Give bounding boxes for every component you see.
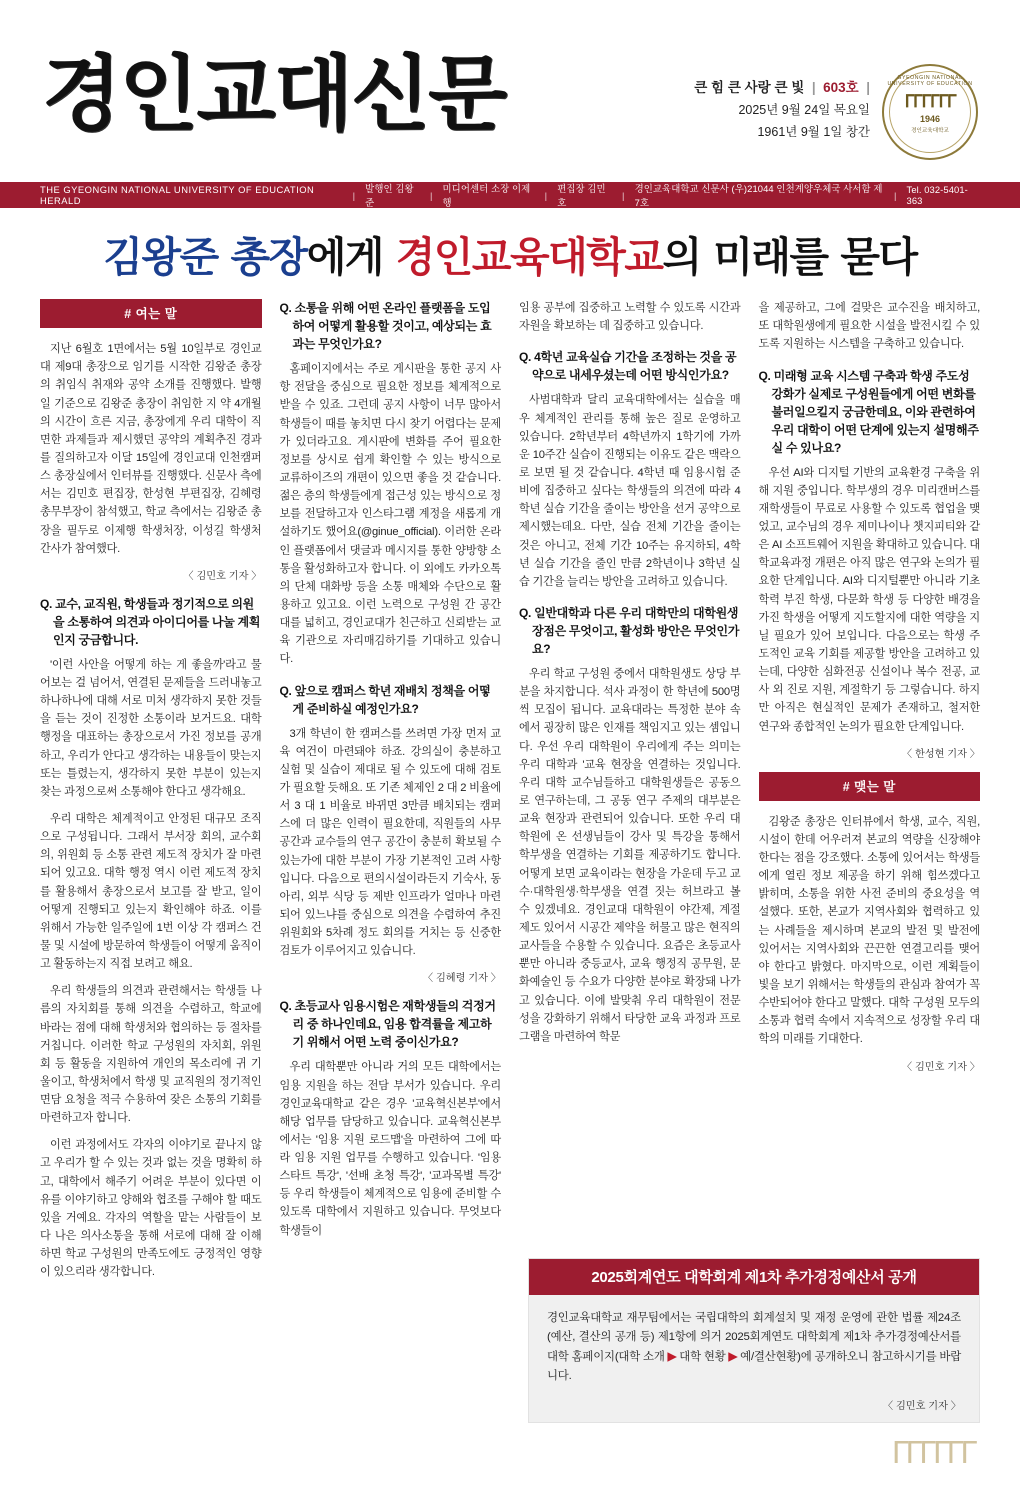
publisher: 발행인 김왕준 [365, 183, 414, 208]
paragraph: 3개 학년이 한 캠퍼스를 쓰려면 가장 먼저 교육 여건이 마련돼야 하죠. 강의실이 충분하고 실험 및 실습이 제대로 될 수 있도에 대해 검토가 필요할 듯해요. 또 기존 체제인 2 대 2 비율에서 3 대 1 비율로 바뀌면 3만큼 배치되는 캠퍼스에 더 많은 인력이 필요한데, 직원들의 사무 공간과 교수들의 연구 공간이 충분히 확보될 수 있는가에 대한 부분이 가장 기본적인 고려 사항입니다. 다음으로 편의시설이라든지 기숙사, 동아리, 외부 식당 등 제반 인프라가 얼마나 마련되어 있느냐를 중심으로 의견을 수렴하여 추진위원회와 5차례 정도 회의를 거치는 등 신중한 검토가 이루어지고 있습니다. [279, 727, 501, 958]
infobar-divider-3: | [544, 189, 548, 201]
infobar-divider-5: | [894, 189, 897, 201]
headline-part-2: 에게 [306, 233, 396, 281]
info-bar [0, 182, 1020, 208]
paragraph: 우리 학생들의 의견과 관련해서는 학생들 나름의 자치회를 통해 의견을 수렴하고, 학교에 바라는 점에 대해 학생처와 협의하는 등 절차를 거칩니다. 이러한 학교 구성원의 자치회, 위원회 등 활동을 지원하여 개인의 목소리에 귀 기울이고, 학생처에서 학생 및 교직원의 정기적인 면담 요청을 적극 수용하여 잦은 소통의 기회를 마련하고자 합니다. [40, 985, 262, 1125]
paragraph: 김왕준 총장은 인터뷰에서 학생, 교수, 직원, 시설이 한데 어우러져 본교의 역량을 신장해야 한다는 점을 강조했다. 소통에 있어서는 학생들에게 열린 정보 제공을 하기 위해 힘쓰겠다고 밝히며, 소통을 위한 사전 준비의 중요성을 역설했다. 또한, 본교가 지역사회와 협력하고 있는 사례들을 제시하며 본교의 발전 및 발전에 있어서는 지역사회와 끈끈한 연결고리를 맺어야 한다고 밝혔다. 마지막으로, 이런 계획들이 빛을 보기 위해서는 학생들의 관심과 참여가 꼭 수반되어야 한다고 말했다. 대학 구성원 모두의 소통과 협력 속에서 지속적으로 성장할 우리 대학의 미래를 기대한다. [758, 815, 980, 1046]
emblem-year: 1946 [919, 114, 941, 124]
infobar-divider-4: | [622, 189, 625, 201]
emblem-watermark-icon: ᒥᒥᒥᒥᒥᒥ [891, 1436, 974, 1471]
column-1 [40, 299, 262, 1290]
notice-title: 2025회계연도 대학회계 제1차 추가경정예산서 공개 [529, 1259, 979, 1295]
newspaper-title: 경인교대신문 [42, 47, 506, 142]
herald-english-name: THE GYEONGIN NATIONAL UNIVERSITY OF EDUCATION HERALD [40, 184, 315, 206]
question: Q. 앞으로 캠퍼스 학년 재배치 정책을 어떻게 준비하실 예정인가요? [279, 683, 491, 716]
byline: 〈 김민호 기자 〉 [183, 570, 262, 582]
telephone: Tel. 032-5401-363 [906, 184, 968, 206]
masthead-divider-2: | [862, 80, 870, 95]
page-title [0, 208, 1020, 299]
masthead-divider-1: | [808, 80, 820, 95]
section-tag-closing: # 맺는 말 [759, 772, 981, 801]
section-tag-intro: # 여는 말 [40, 299, 262, 328]
headline-part-1: 김왕준 총장 [103, 233, 307, 281]
emblem-arc-text: GYEONGIN NATIONAL UNIVERSITY OF EDUCATION [887, 75, 973, 87]
infobar-divider-2: | [429, 189, 433, 201]
article-columns [0, 299, 1020, 1290]
budget-notice-box [528, 1258, 980, 1423]
notice-text-pre: 경인교육대학교 재무팀에서는 국립대학의 회계설치 및 재정 운영에 관한 법률 제24조(예산, 결산의 공개 등) 제1항에 의거 2025회계연도 대학회계 제1차 추가경정예산서를 대학 홈페이지(대학 소개 [547, 1312, 961, 1363]
paragraph: 우리 대학뿐만 아니라 거의 모든 대학에서는 임용 지원을 하는 전담 부서가 있습니다. 우리 경인교육대학교 같은 경우 '교육혁신본부'에서 해당 업무를 담당하고 있습니다. 교육혁신본부에서는 '임용 지원 로드맵'을 마련하여 그에 따라 임용 지원 업무를 수행하고 있습니다. '임용 스타트 특강', '선배 초청 특강', '교과목별 특강' 등 우리 학생들이 체계적으로 임용에 준비할 수 있도록 대학에서 지원하고 있습니다. 무엇보다 학생들이 [279, 1061, 501, 1237]
address: 경인교육대학교 신문사 (우)21044 인천계양우체국 사서함 제7호 [634, 183, 883, 208]
arrow-right-icon: ▶ [667, 1350, 677, 1363]
question: Q. 교수, 교직원, 학생들과 정기적으로 의원을 소통하여 의견과 아이디어를 나눌 계획인지 궁금합니다. [40, 596, 261, 647]
paragraph: 이런 과정에서도 각자의 이야기로 끝나지 않고 우리가 할 수 있는 것과 없는 것을 명확히 하고, 대학에서 해주기 어려운 부분이 있다면 이유를 이야기하고 양해와 협조를 구해야 할 때도 있을 거예요. 각자의 역할을 맡는 사람들이 보다 나은 의사소통을 통해 서로에 대해 잘 이해하면 학교 구성원의 만족도에도 긍정적인 영향이 있으리라 생각합니다. [40, 1139, 262, 1279]
arrow-right-icon: ▶ [728, 1350, 738, 1363]
editor-in-chief: 편집장 김민호 [557, 183, 606, 208]
column-3 [519, 299, 741, 1055]
headline-part-4: 의 미래를 묻다 [662, 233, 917, 281]
column-2 [280, 299, 502, 1249]
question: Q. 일반대학과 다른 우리 대학만의 대학원생 장점은 무엇이고, 활성화 방안은 무엇인가요? [519, 605, 740, 656]
paragraph: 우리 학교 구성원 중에서 대학원생도 상당 부분을 차지합니다. 석사 과정이 한 학년에 500명씩 모집이 됩니다. 교육대라는 특정한 분야 속에서 굉장히 많은 인재를 책임지고 있는 셈입니다. 우선 우리 대학원이 우리에게 주는 의미는 우리 대학과 '교육 현장을 연결하는 것입니다. 우리 대학 교수님들하고 대학원생들은 공동으로 연구하는데, 그 공동 연구 주제의 대부분은 교육 현장과 관련되어 있습니다. 또한 우리 대학원에 온 선생님들이 강사 및 특강을 통해서 학부생을 연결하는 기회를 제공하기도 합니다. 어떻게 보면 교육이라는 현장을 가운데 두고 교수·대학원생·학부생을 연결 짓는 허브라고 볼 수 있겠네요. 경인교대 대학원이 야간제, 계절제도 있어서 시공간 제약을 허물고 많은 현직의 교사들을 수용할 수 있습니다. 요즘은 초등교사뿐만 아니라 중등교사, 교육 행정직 공무원, 문화예술인 등 수요가 다양한 분야로 확장돼 나가고 있습니다. 이에 발맞춰 우리 대학원이 전문성을 강화하기 위해서 타당한 교육 과정과 프로그램을 마련하여 학문 [519, 667, 741, 1043]
paragraph: 우선 AI와 디지털 기반의 교육환경 구축을 위해 지원 중입니다. 학부생의 경우 미리캔버스를 재학생들이 무료로 사용할 수 있도록 협업을 맺었고, 교수님의 경우 제미나이나 챗지피티와 같은 AI 소프트웨어 지원을 확대하고 있습니다. 대학교육과정 개편은 아직 많은 연구와 논의가 필요한 단계입니다. AI와 디지털뿐만 아니라 기초학력 부진 학생, 다문화 학생 등 다양한 배경을 가진 학생을 어떻게 지도할지에 대한 역량을 지닐 필요가 있어 보입니다. 다음으로는 학생 주도적인 교육 기회를 제공할 방안을 고려하고 있는데, 다양한 심화전공 신설이나 복수 전공, 교사 외 진로 지원, 계절학기 등 그렇습니다. 하지만 아직은 현실적인 문제가 존재하고, 철저한 연구와 종합적인 논의가 필요한 단계입니다. [758, 466, 980, 733]
infobar-divider-1: | [352, 189, 356, 201]
paragraph: 을 제공하고, 그에 걸맞은 교수진을 배치하고, 또 대학원생에게 필요한 시설을 발전시킬 수 있도록 지원하는 시스템을 구축하고 있습니다. [758, 302, 980, 351]
masthead-slogan: 큰 힘 큰 사랑 큰 빛 [694, 80, 805, 95]
masthead-meta [694, 76, 870, 143]
masthead-founded: 1961년 9월 1일 창간 [757, 124, 870, 139]
column-4 [759, 299, 981, 1084]
question: Q. 초등교사 임용시험은 재학생들의 걱정거리 중 하나인데요, 임용 합격률을 제고하기 위해서 어떤 노력 중이신가요? [279, 999, 496, 1050]
paragraph: 홈페이지에서는 주로 게시판을 통한 공지 사항 전달을 중심으로 필요한 정보를 체계적으로 받을 수 있죠. 그런데 공지 사항이 너무 많아서 학생들이 때를 놓치면 다시 찾기 어렵다는 문제가 있더라고요. 게시판에 변화를 주어 필요한 정보를 상시로 쉽게 확인할 수 있는 방식으로 교류하이즈의 개편이 있으면 좋을 것 같습니다. 젊은 층의 학생들에게 접근성 있는 방식으로 정보를 전달하고자 인스타그램 계정을 새롭게 개설하기도 했어요(@ginue_official). 이러한 온라인 플랫폼에서 댓글과 메시지를 통한 양방향 소통을 활성화하고자 합니다. 이 외에도 카카오톡의 단체 대화방 등을 소통 매체와 수단으로 활용하고 있고요. 이런 노력으로 구성원 간 공간대를 넓히고, 경인교대가 친근하고 신뢰받는 교육 기관으로 자리매김하기를 기대하고 있습니다. [279, 363, 501, 666]
question: Q. 소통을 위해 어떤 온라인 플랫폼을 도입하여 어떻게 활용할 것이고, 예상되는 효과는 무엇인가요? [279, 301, 492, 352]
paragraph: 사범대학과 달리 교육대학에서는 실습을 매우 체계적인 관리를 통해 높은 질로 운영하고 있습니다. 2학년부터 4학년까지 1학기에 가까운 10주간 실습이 진행되는 이유도 같은 맥락으로 보면 될 것 같습니다. 4학년 때 임용시험 준비에 집중하고 싶다는 학생들의 의견에 따라 4학년 실습 기간을 줄이는 방안을 선거 공약으로 제시했는데요. 다만, 실습 전체 기간을 줄이는 것은 아니고, 전체 기간 10주는 유지하되, 4학년 실습 기간을 줄인 만큼 2학년이나 3학년 실습 기간을 늘리는 방안을 고려하고 있습니다. [519, 394, 741, 588]
paragraph: 우리 대학은 체계적이고 안정된 대규모 조직으로 구성됩니다. 그래서 부서장 회의, 교수회의, 위원회 등 소통 관련 제도적 장치가 잘 마련되어 있고요. 대학 행정 역시 이런 제도적 장치를 활용해서 총장으로서 보고를 잘 받고, 일이 어떻게 진행되고 있는지 확인해야 하죠. 이를 위해서 가능한 일주일에 1번 이상 각 캠퍼스 건물 및 시설에 방문하여 학생들이 어떻게 움직이고 활동하는지 직접 보려고 해요. [40, 812, 262, 971]
notice-body [529, 1295, 979, 1397]
notice-text-mid-2: 예/결산현황)에 공개하오니 참고하시기를 바랍니다. [547, 1350, 962, 1383]
masthead [0, 0, 1020, 182]
emblem-glyph: ᒥᒥᒥᒥᒥᒥ [904, 92, 956, 112]
byline: 〈 김혜령 기자 〉 [422, 973, 501, 985]
emblem-korean-name: 경인교육대학교 [911, 128, 949, 134]
paragraph: 지난 6월호 1면에서는 5월 10일부로 경인교대 제9대 총장으로 임기를 시작한 김왕준 총장의 취임식 취재와 공약 소개를 진행했다. 발행일 기준으로 김왕준 총장이 취임한 지 약 4개월의 시간이 흐른 지금, 총장에게 우리 대학이 직면한 과제들과 제시했던 공약의 계획추진 경과를 질의하고자 이달 15일에 경인교대 인천캠퍼스 총장실에서 인터뷰를 진행했다. 신문사 측에서는 김민호 편집장, 한성현 부편집장, 김혜령 총무부장이 참석했고, 학교 측에서는 김왕준 총장을 필두로 이제행 학생처장, 이성길 학생처 간사가 참여했다. [40, 343, 262, 555]
headline-part-3: 경인교육대학교 [395, 233, 663, 281]
media-center-head: 미디어센터 소장 이제행 [442, 183, 531, 208]
byline: 〈 한성현 기자 〉 [901, 748, 980, 760]
masthead-issue: 603호 [823, 80, 859, 95]
question: Q. 4학년 교육실습 기간을 조정하는 것을 공약으로 내세우셨는데 어떤 방식인가요? [519, 350, 737, 383]
byline: 〈 김민호 기자 〉 [901, 1061, 980, 1073]
paragraph: 임용 공부에 집중하고 노력할 수 있도록 시간과 자원을 확보하는 데 집중하고 있습니다. [519, 302, 741, 333]
notice-text-mid-1: 대학 현황 [676, 1350, 729, 1363]
paragraph: '이런 사안을 어떻게 하는 게 좋을까'라고 물어보는 걸 넘어서, 연결된 문제들을 드러내놓고 하나하나에 대해 서로 미처 생각하지 못한 것들을 듣는 것이 진정한 소통이라 보거드요. 대학 행정을 대표하는 총장으로서 가진 정보를 공개하고, 우리가 안다고 생각하는 내용들이 맞는지 또는 틀렸는지, 생각하지 못한 부분이 있는지 찾는 과정으로써 소통해야 한다고 생각해요. [40, 658, 262, 798]
notice-byline: 〈 김민호 기자 〉 [882, 1400, 961, 1412]
masthead-date: 2025년 9월 24일 목요일 [738, 102, 870, 117]
question: Q. 미래형 교육 시스템 구축과 학생 주도성 강화가 실제로 구성원들에게 어떤 변화를 불러일으킬지 궁금한데요, 이와 관련하여 우리 대학이 어떤 단계에 있는지 설명해주실 수 있나요? [758, 368, 979, 455]
university-emblem-icon [882, 64, 978, 160]
